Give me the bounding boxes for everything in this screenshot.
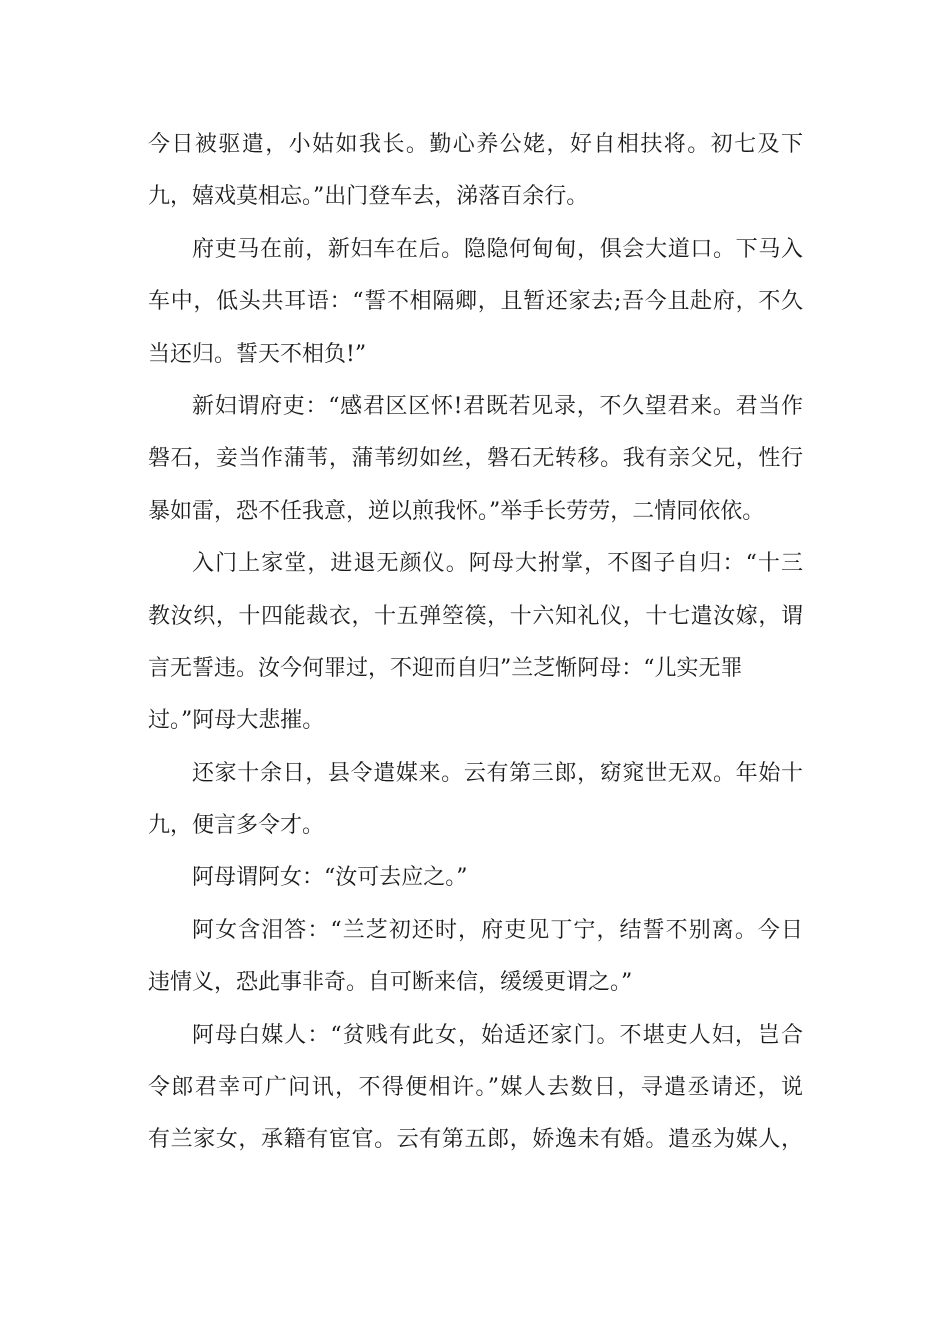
- text-line: 阿女含泪答：“兰芝初还时，府吏见丁宁，结誓不别离。今日: [192, 917, 803, 943]
- text-line: 阿母白媒人：“贫贱有此女，始适还家门。不堪吏人妇，岂合: [192, 1022, 803, 1048]
- text-line: 言无誓违。汝今何罪过，不迎而自归”兰芝惭阿母：“儿实无罪: [148, 655, 743, 681]
- text-line: 令郎君幸可广问讯，不得便相许。”媒人去数日，寻遣丞请还，说: [148, 1075, 803, 1101]
- text-line: 有兰家女，承籍有宦官。云有第五郎，娇逸未有婚。遣丞为媒人，: [148, 1127, 803, 1153]
- text-line: 九，便言多令才。: [148, 813, 325, 839]
- text-line: 违情义，恐此事非奇。自可断来信，缓缓更谓之。”: [148, 970, 633, 996]
- text-line: 过。”阿母大悲摧。: [148, 708, 325, 734]
- text-line: 入门上家堂，进退无颜仪。阿母大拊掌，不图子自归：“十三: [192, 551, 803, 577]
- text-line: 今日被驱遣，小姑如我长。勤心养公姥，好自相扶将。初七及下: [148, 132, 803, 157]
- text-line: 还家十余日，县令遣媒来。云有第三郎，窈窕世无双。年始十: [192, 760, 803, 786]
- text-line: 教汝织，十四能裁衣，十五弹箜篌，十六知礼仪，十七遣汝嫁，谓: [148, 603, 803, 629]
- text-line: 磐石，妾当作蒲苇，蒲苇纫如丝，磐石无转移。我有亲父兄，性行: [148, 446, 803, 472]
- poem-text-body: [148, 119, 803, 1167]
- text-line: 车中，低头共耳语：“誓不相隔卿，且暂还家去;吾今且赴府，不久: [148, 289, 803, 315]
- text-line: 新妇谓府吏：“感君区区怀!君既若见录，不久望君来。君当作: [192, 393, 803, 419]
- text-line: 九，嬉戏莫相忘。”出门登车去，涕落百余行。: [148, 184, 589, 210]
- text-line: 阿母谓阿女：“汝可去应之。”: [192, 865, 468, 891]
- text-line: 暴如雷，恐不任我意，逆以煎我怀。”举手长劳劳，二情同依依。: [148, 498, 765, 524]
- text-line: 府吏马在前，新妇车在后。隐隐何甸甸，俱会大道口。下马入: [192, 236, 803, 262]
- text-line: 当还归。誓天不相负!”: [148, 341, 367, 367]
